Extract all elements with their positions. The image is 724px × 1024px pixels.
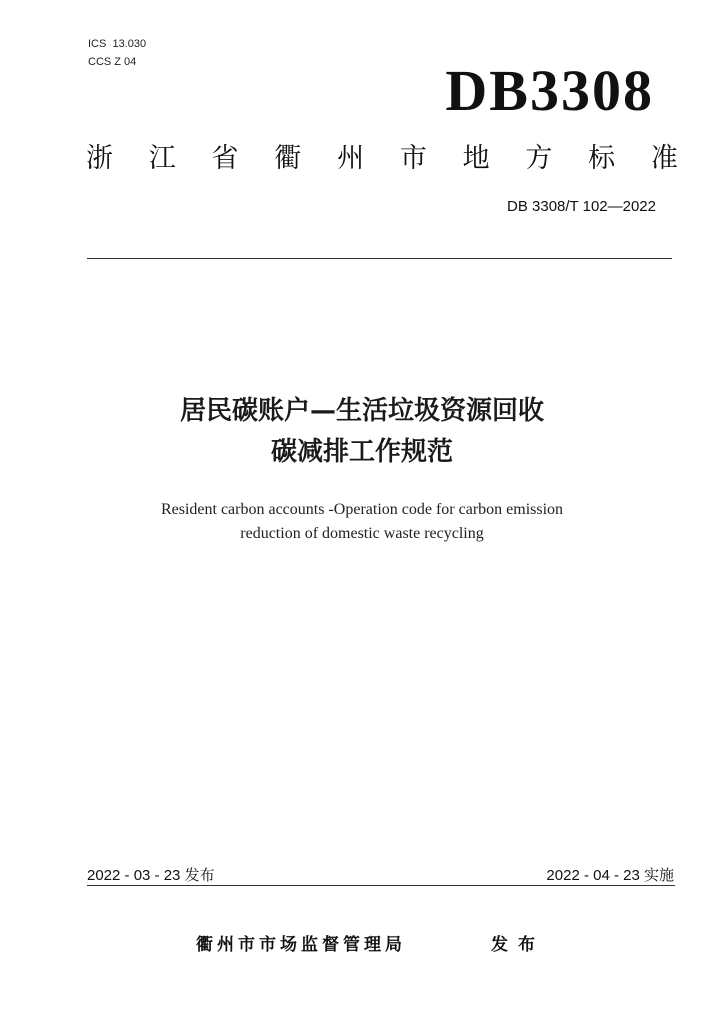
standard-type-char: 方 <box>525 143 553 174</box>
title-english-line-1: Resident carbon accounts -Operation code for carbon emission <box>160 501 564 518</box>
standard-type-char: 省 <box>211 143 239 174</box>
title-chinese-line-1: 居民碳账户—生活垃圾资源回收 <box>179 396 544 426</box>
issue-date: 2022 - 03 - 23 发布 <box>87 867 215 884</box>
standard-type-char: 江 <box>148 143 176 174</box>
issuing-authority: 衢州市市场监督管理局 <box>196 935 406 955</box>
standard-type-char: 地 <box>462 143 490 174</box>
title-english-line-2: reduction of domestic waste recycling <box>240 525 484 542</box>
title-chinese-line-2: 碳减排工作规范 <box>270 437 453 467</box>
issue-label: 发布 <box>491 935 545 955</box>
top-divider <box>87 258 672 259</box>
standard-type-title <box>86 141 678 177</box>
standard-type-char: 州 <box>337 143 365 174</box>
ccs-code: CCS Z 04 <box>88 56 137 68</box>
standard-type-char: 衢 <box>274 143 302 174</box>
standard-number: DB 3308/T 102—2022 <box>507 198 656 215</box>
standard-type-char: 浙 <box>86 143 113 174</box>
implementation-date: 2022 - 04 - 23 实施 <box>546 867 674 884</box>
standard-type-char: 市 <box>399 143 427 174</box>
bottom-divider <box>87 885 675 886</box>
standard-type-char: 准 <box>650 143 678 174</box>
standard-type-char: 标 <box>588 143 616 174</box>
standard-logo: DB3308 <box>445 58 654 123</box>
ics-code: ICS 13.030 <box>88 38 147 50</box>
